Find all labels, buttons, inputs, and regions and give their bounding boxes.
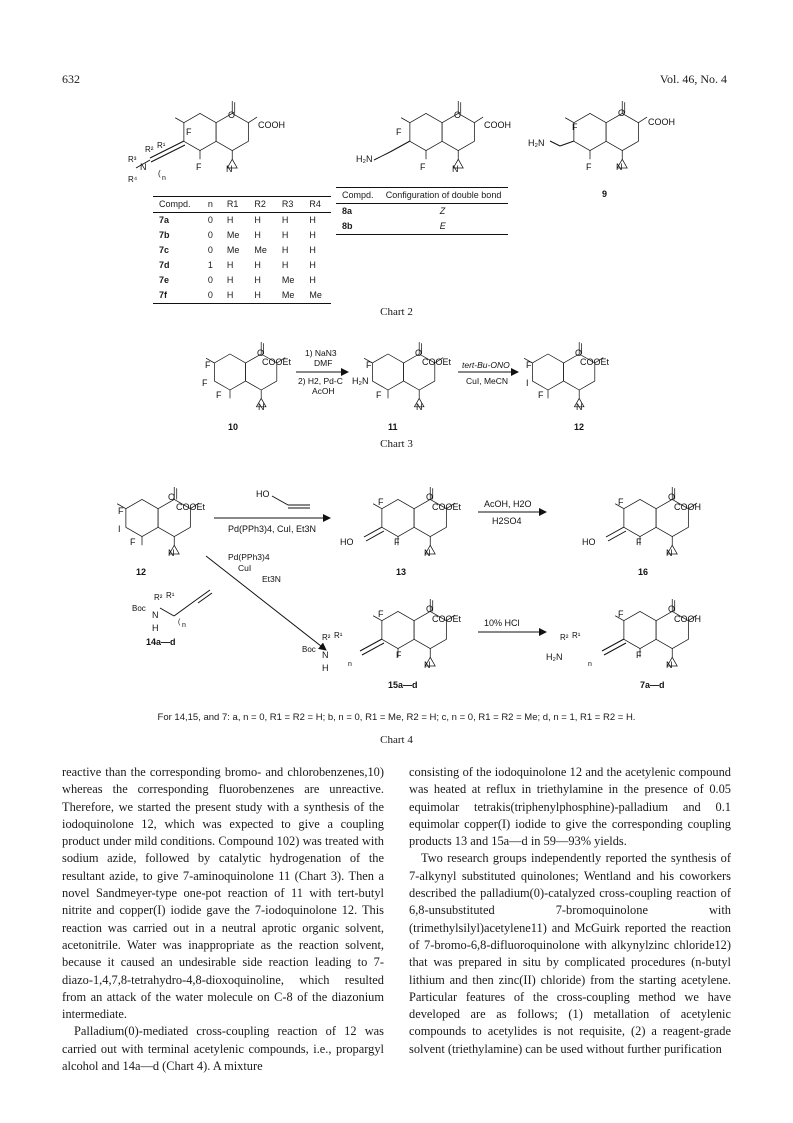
chart3-scheme (202, 342, 610, 432)
configuration-table: Compd. Configuration of double bond 8a Z 8b E (336, 187, 508, 235)
svg-text:N: N (322, 650, 329, 660)
structure-9 (528, 101, 675, 199)
svg-text:Pd(PPh3)4: Pd(PPh3)4 (228, 552, 270, 562)
svg-text:Boc: Boc (302, 645, 316, 654)
page-number: 632 (62, 72, 80, 86)
svg-text:10% HCl: 10% HCl (484, 618, 520, 628)
svg-text:N: N (424, 660, 431, 670)
svg-text:F: F (378, 497, 384, 507)
svg-text:N: N (576, 402, 583, 412)
svg-text:N: N (168, 548, 175, 558)
svg-text:O: O (668, 604, 676, 614)
svg-text:O: O (168, 492, 176, 502)
svg-text:F: F (636, 537, 642, 547)
svg-text:O: O (575, 348, 583, 358)
svg-text:R²: R² (560, 633, 569, 642)
table-row: 7c 0 Me Me H H (159, 245, 316, 255)
svg-text:12: 12 (136, 567, 147, 577)
svg-text:10: 10 (228, 422, 239, 432)
svg-text:12: 12 (574, 422, 585, 432)
svg-text:Pd(PPh3)4, CuI, Et3N: Pd(PPh3)4, CuI, Et3N (228, 524, 317, 534)
svg-text:COOH: COOH (648, 117, 675, 127)
svg-text:F: F (396, 650, 402, 660)
svg-text:I: I (118, 524, 121, 534)
chart2-caption: Chart 2 (380, 306, 413, 318)
svg-text:H: H (322, 663, 329, 673)
table-row: 7b 0 Me H H H (159, 230, 316, 240)
svg-text:R²: R² (145, 145, 154, 154)
table-row: 7a 0 H H H H (159, 215, 316, 225)
svg-text:H₂N: H₂N (352, 376, 369, 386)
svg-text:1) NaN3: 1) NaN3 (305, 348, 337, 358)
svg-text:R²: R² (154, 593, 163, 602)
svg-text:F: F (202, 378, 208, 388)
svg-text:F: F (366, 360, 372, 370)
svg-text:n: n (588, 661, 592, 668)
svg-text:O: O (454, 110, 462, 120)
svg-text:O: O (618, 108, 626, 118)
svg-text:16: 16 (638, 567, 649, 577)
svg-text:F: F (586, 162, 592, 172)
svg-text:R²: R² (322, 633, 331, 642)
svg-text:COOEt: COOEt (176, 502, 206, 512)
svg-text:F: F (186, 127, 192, 137)
svg-text:14a—d: 14a—d (146, 637, 176, 647)
svg-text:COOEt: COOEt (580, 357, 610, 367)
svg-text:O: O (415, 348, 423, 358)
svg-text:F: F (420, 162, 426, 172)
body-column-right (409, 764, 731, 1058)
svg-text:COOEt: COOEt (432, 502, 462, 512)
svg-text:n: n (182, 622, 186, 629)
svg-text:F: F (130, 537, 136, 547)
table-row: 8a Z (342, 206, 446, 216)
svg-text:N: N (258, 402, 265, 412)
paragraph: Palladium(0)-mediated cross-coupling reaction of 12 was carried out with terminal acetylenic compounds, i.e., propargyl alcohol and 14a—d (Chart 4). A mixture (62, 1024, 384, 1074)
table-row: 7f 0 H H Me Me (153, 288, 331, 304)
svg-text:N: N (152, 610, 159, 620)
svg-text:15a—d: 15a—d (388, 680, 418, 690)
svg-text:F: F (526, 360, 532, 370)
svg-text:Et3N: Et3N (262, 574, 281, 584)
svg-text:H2SO4: H2SO4 (492, 516, 522, 526)
body-column-left (62, 764, 384, 1075)
svg-text:(: ( (158, 169, 161, 178)
svg-text:CuI: CuI (238, 563, 252, 573)
svg-text:R³: R³ (128, 155, 137, 164)
svg-text:AcOH: AcOH (312, 386, 335, 396)
svg-text:AcOH, H2O: AcOH, H2O (484, 499, 532, 509)
svg-text:DMF: DMF (314, 358, 333, 368)
svg-text:COOH: COOH (674, 502, 701, 512)
svg-text:F: F (618, 609, 624, 619)
svg-text:(: ( (178, 619, 181, 626)
svg-text:O: O (426, 604, 434, 614)
svg-text:N: N (416, 402, 423, 412)
svg-text:COOH: COOH (258, 120, 285, 130)
svg-text:n: n (162, 175, 166, 182)
svg-text:N: N (452, 164, 459, 174)
structure-8 (356, 101, 511, 174)
svg-text:COOH: COOH (674, 614, 701, 624)
svg-text:O: O (257, 348, 265, 358)
svg-text:F: F (618, 497, 624, 507)
table-row: 8b E (336, 219, 508, 235)
compound-9-label: 9 (602, 189, 608, 199)
svg-text:O: O (668, 492, 676, 502)
svg-text:H₂N: H₂N (528, 138, 545, 148)
svg-text:R¹: R¹ (572, 631, 581, 640)
svg-text:N: N (226, 164, 233, 174)
svg-text:COOH: COOH (484, 120, 511, 130)
svg-text:F: F (118, 506, 124, 516)
svg-text:O: O (426, 492, 434, 502)
svg-text:F: F (205, 360, 211, 370)
svg-text:CuI, MeCN: CuI, MeCN (466, 376, 509, 386)
svg-text:N: N (424, 548, 431, 558)
svg-text:Boc: Boc (132, 604, 146, 613)
svg-text:F: F (216, 390, 222, 400)
svg-text:F: F (538, 390, 544, 400)
chart4-footnote: For 14,15, and 7: a, n = 0, R1 = R2 = H; b, n = 0, R1 = Me, R2 = H; c, n = 0, R1 = R2 = Me; d, n = 1, R1 = R2 = H. (157, 712, 636, 723)
journal-volume: Vol. 46, No. 4 (659, 72, 727, 86)
table-row: 7e 0 H H Me H (159, 275, 316, 285)
svg-text:F: F (396, 127, 402, 137)
svg-text:COOEt: COOEt (262, 357, 292, 367)
svg-text:N: N (666, 660, 673, 670)
svg-text:N: N (140, 162, 147, 172)
svg-text:HO: HO (582, 537, 596, 547)
svg-text:13: 13 (396, 567, 407, 577)
svg-text:O: O (228, 110, 236, 120)
svg-text:F: F (376, 390, 382, 400)
svg-text:H₂N: H₂N (356, 154, 373, 164)
substituent-table: Compd. n R1 R2 R3 R4 7a 0 H H H H 7b 0 Me H H H 7c 0 Me Me H H 7d 1 H H H H 7e 0 H H Me H 7f 0 H H Me Me (153, 196, 331, 304)
paragraph: reactive than the corresponding bromo- and chlorobenzenes,10) whereas the corresponding fluorobenzenes are unreactive. Therefore, we started the present study with a synthesis of the iodoquinolone 12, which was expected to give a coupling product under mild conditions. Compound 102) was treated with sodium azide, followed by catalytic hydrogenation of the resultant azide, to give 7-aminoquinolone 11 (Chart 3). Then a novel Sandmeyer-type one-pot reaction of 11 with tert-butyl nitrite and copper(I) iodide gave the 7-iodoquinolone 12. This reaction was carried out in a neutral aprotic organic solvent, acetonitrile. Water was inappropriate as the reaction solvent, because it caused an undesirable side reaction leading to 7-diazo-1,4,7,8-tetrahydro-4,8-dioxoquinoline, which resulted from an attack of the water molecule on C-8 of the diazonium intermediate. (62, 765, 384, 1022)
svg-text:N: N (616, 162, 623, 172)
svg-text:R¹: R¹ (157, 141, 166, 150)
svg-text:COOEt: COOEt (432, 614, 462, 624)
structure-7 (128, 101, 285, 184)
svg-text:F: F (196, 162, 202, 172)
svg-text:F: F (378, 609, 384, 619)
svg-text:HO: HO (256, 489, 270, 499)
svg-text:F: F (394, 537, 400, 547)
svg-text:R⁴: R⁴ (128, 175, 138, 184)
svg-text:N: N (666, 548, 673, 558)
chart4-scheme (117, 487, 701, 690)
svg-text:11: 11 (388, 422, 398, 432)
paragraph: consisting of the iodoquinolone 12 and the acetylenic compound was heated at reflux in triethylamine in the presence of 0.05 equimolar tetrakis(triphenylphosphine)-palladium and 0.1 equimolar copper(I) iodide to give the corresponding coupling products 13 and 15a—d in 59—93% yields. (409, 765, 731, 849)
svg-text:7a—d: 7a—d (640, 680, 665, 690)
svg-text:H₂N: H₂N (546, 652, 563, 662)
chart3-caption: Chart 3 (380, 438, 413, 450)
svg-text:R¹: R¹ (334, 631, 343, 640)
svg-text:F: F (636, 650, 642, 660)
svg-text:COOEt: COOEt (422, 357, 452, 367)
svg-text:I: I (526, 378, 529, 388)
svg-text:HO: HO (340, 537, 354, 547)
svg-text:R¹: R¹ (166, 591, 175, 600)
svg-text:tert-Bu-ONO: tert-Bu-ONO (462, 360, 510, 370)
svg-text:n: n (348, 661, 352, 668)
svg-text:2) H2, Pd-C: 2) H2, Pd-C (298, 376, 343, 386)
svg-text:F: F (572, 122, 578, 132)
table-row: 7d 1 H H H H (159, 260, 316, 270)
chart4-caption: Chart 4 (380, 734, 413, 746)
paragraph: Two research groups independently reported the synthesis of 7-alkynyl substituted quinolones; Wentland and his coworkers described the palladium(0)-catalyzed cross-coupling reaction of 6,8-unsubstituted 7-bromoquinolone with (trimethylsilyl)acetylene11) and McGuirk reported the reaction of 7-bromo-6,8-difluoroquinolone with alkynylzinc chloride12) that was prepared in situ by complicated procedures (n-butyl lithium and then zinc(II) chloride) from the starting acetylene. Particular features of the cross-coupling method we have developed are as follows; (1) metallation of acetylenic compounds to acetylides is not requisite, (2) a reagent-grade solvent (triethylamine) can be used without further purification (409, 851, 731, 1056)
svg-text:H: H (152, 623, 159, 633)
